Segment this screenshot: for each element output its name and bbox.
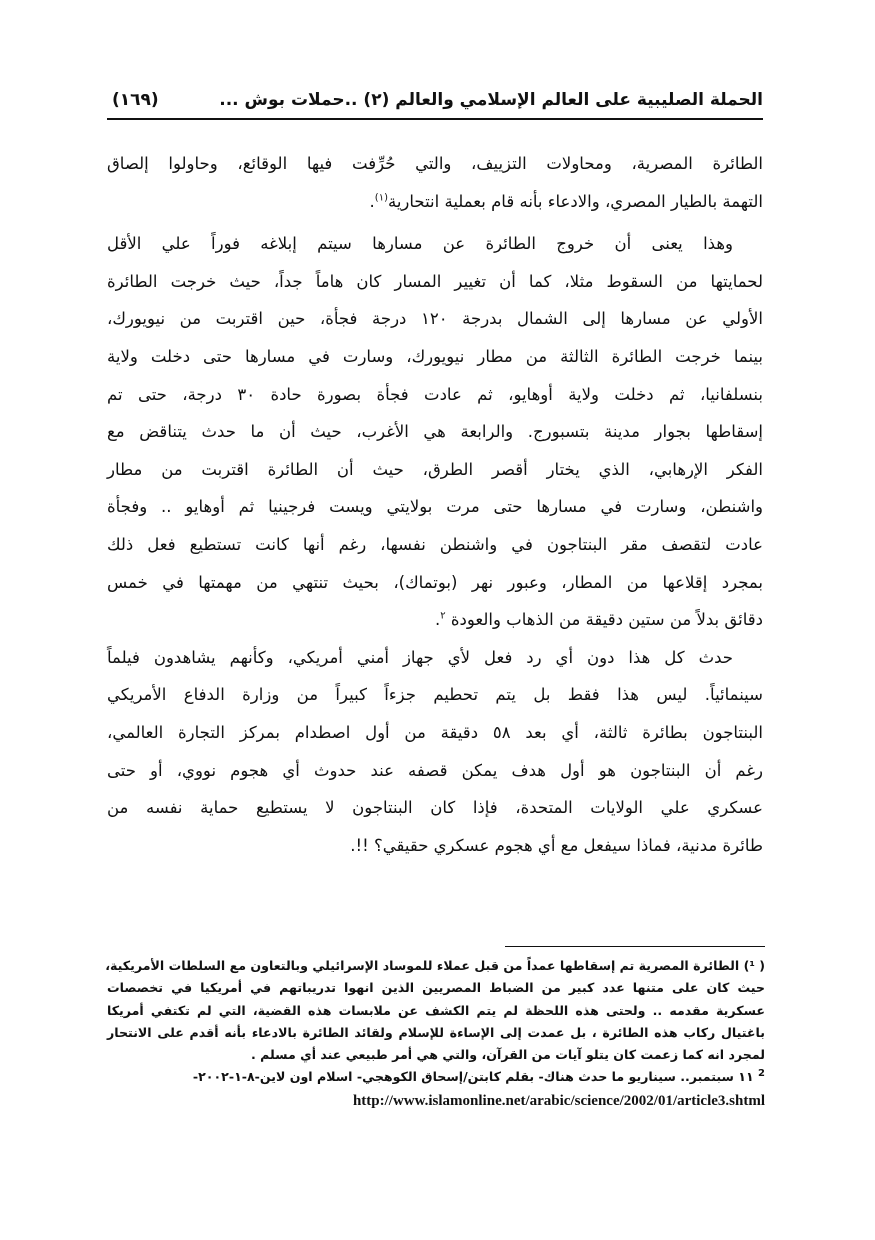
text-line: رغم أن البنتاجون هو أول هدف يمكن قصفه عند حدوث أي هجوم نووي، أو حتى: [107, 760, 763, 780]
text-line: البنتاجون بطائرة ثالثة، أي بعد ٥٨ دقيقة من أول اصطدام بمركز التجارة العالمي،: [107, 722, 763, 742]
footnote-1-line: باغتيال ركاب هذه الطائرة ، بل عمدت إلى الإساءة للإسلام ولقائد الطائرة بالادعاء بأنه أقدم على الانتحار: [107, 1024, 765, 1040]
text-line: لحمايتها من السقوط مثلا، كما أن تغيير المسار كان هاماً جداً، حيث خرجت الطائرة: [107, 271, 763, 291]
footnote-ref-1[interactable]: (١): [374, 192, 388, 204]
text-line: عادت لتقصف مقر البنتاجون في واشنطن نفسها، رغم أنها كانت تستطيع فعل ذلك: [107, 534, 763, 554]
text-line: إسقاطها بجوار مدينة بتسبورج. والرابعة هي الأغرب، حيث أن ما حدث يتناقض مع: [107, 422, 763, 442]
body-text: [107, 145, 763, 864]
text-line: حدث كل هذا دون أي رد فعل لأي جهاز أمني أمريكي، وكأنهم يشاهدون فيلماً: [107, 647, 733, 667]
text-line: وهذا يعنى أن خروج الطائرة عن مسارها سيتم إبلاغه فوراً علي الأقل: [107, 234, 733, 254]
period: .: [434, 610, 441, 630]
text-line: بنسلفانيا، ثم دخلت ولاية أوهايو، ثم عادت فجأة بصورة حادة ٣٠ درجة، حتى تم: [107, 384, 763, 404]
text-span: دقائق بدلاً من ستين دقيقة من الذهاب والعودة: [450, 610, 763, 630]
text-span: الطائرة المصرية تم إسقاطها عمداً من قبل عملاء للموساد الإسرائيلي وبالتعاون مع السلطات الأمريكية،: [105, 958, 740, 973]
footnote-ref-2[interactable]: ٢: [440, 610, 446, 622]
footnote-1-line: حيث كان على متنها عدد كبير من الضباط المصريين الذين انهوا تدريباتهم في أمريكيا في تخصصات: [107, 980, 765, 996]
text-line: طائرة مدنية، فماذا سيفعل مع أي هجوم عسكري حقيقي؟ !!.: [350, 835, 763, 855]
text-line: عسكري علي الولايات المتحدة، فإذا كان البنتاجون لا يستطيع حماية نفسه من: [107, 798, 763, 818]
footnote-2-marker: 2: [758, 1068, 765, 1080]
text-line: بمجرد إقلاعها من المطار، وعبور نهر (بوتماك)، بحيث تنتهي من مهمتها في خمس: [107, 572, 763, 592]
footnotes: [107, 955, 765, 1113]
text-line: واشنطن، وسارت في مسارها حتى مرت بولايتي ويست فرجينيا ثم أوهايو .. وفجأة: [107, 497, 763, 517]
text-line: الطائرة المصرية، ومحاولات التزييف، والتي حُرِّفت فيها الوقائع، وحاولوا إلصاق: [107, 154, 763, 173]
footnote-2-line: [107, 1066, 765, 1088]
text-line: بينما خرجت الطائرة الثالثة من مطار نيويورك، وسارت في مسارها حتى دخلت ولاية: [107, 346, 763, 366]
footnote-1-line: عسكرية مقدمه .. ولحتى هذه اللحظة لم يتم الكشف عن ملابسات هذه القضية، التي لم تكتفي أمريكا: [107, 1002, 765, 1018]
text-line: الفكر الإرهابي، الذي يختار أقصر الطرق، حيث أن الطائرة اقتربت من مطار: [107, 459, 763, 479]
text-line: الأولي عن مسارها إلى الشمال بدرجة ١٢٠ درجة فجأة، حين اقتربت من نيويورك،: [107, 309, 763, 329]
text-line: [107, 601, 763, 639]
footnote-1-line: [107, 955, 765, 977]
footnote-1-marker: ( ¹): [743, 958, 765, 973]
text-line: سينمائياً. ليس هذا فقط بل يتم تحطيم جزءاً كبيراً من وزارة الدفاع الأمريكي: [107, 685, 763, 705]
footnote-1-line: لمجرد انه كما زعمت كان يتلو آيات من القرآن، والتي هي أمر طبيعي عند أي مسلم .: [250, 1047, 765, 1063]
running-header-title: الحملة الصليبية على العالم الإسلامي والعالم (٢) ..حملات بوش ...: [219, 90, 763, 110]
header-divider: [107, 118, 763, 120]
page-number: (١٦٩): [112, 90, 159, 110]
text-line: [107, 183, 763, 221]
footnote-2-url[interactable]: http://www.islamonline.net/arabic/science/2002/01/article3.shtml: [352, 1092, 765, 1109]
text-span: التهمة بالطيار المصري، والادعاء بأنه قام بعملية انتحارية: [387, 191, 763, 211]
text-span: ١١ سبتمبر.. سيناريو ما حدث هناك- بقلم كابتن/إسحاق الكوهجي- اسلام اون لاين-٨-١-٢٠٠٢-: [192, 1069, 754, 1085]
period: .: [369, 191, 375, 211]
footnote-divider: [505, 946, 765, 947]
